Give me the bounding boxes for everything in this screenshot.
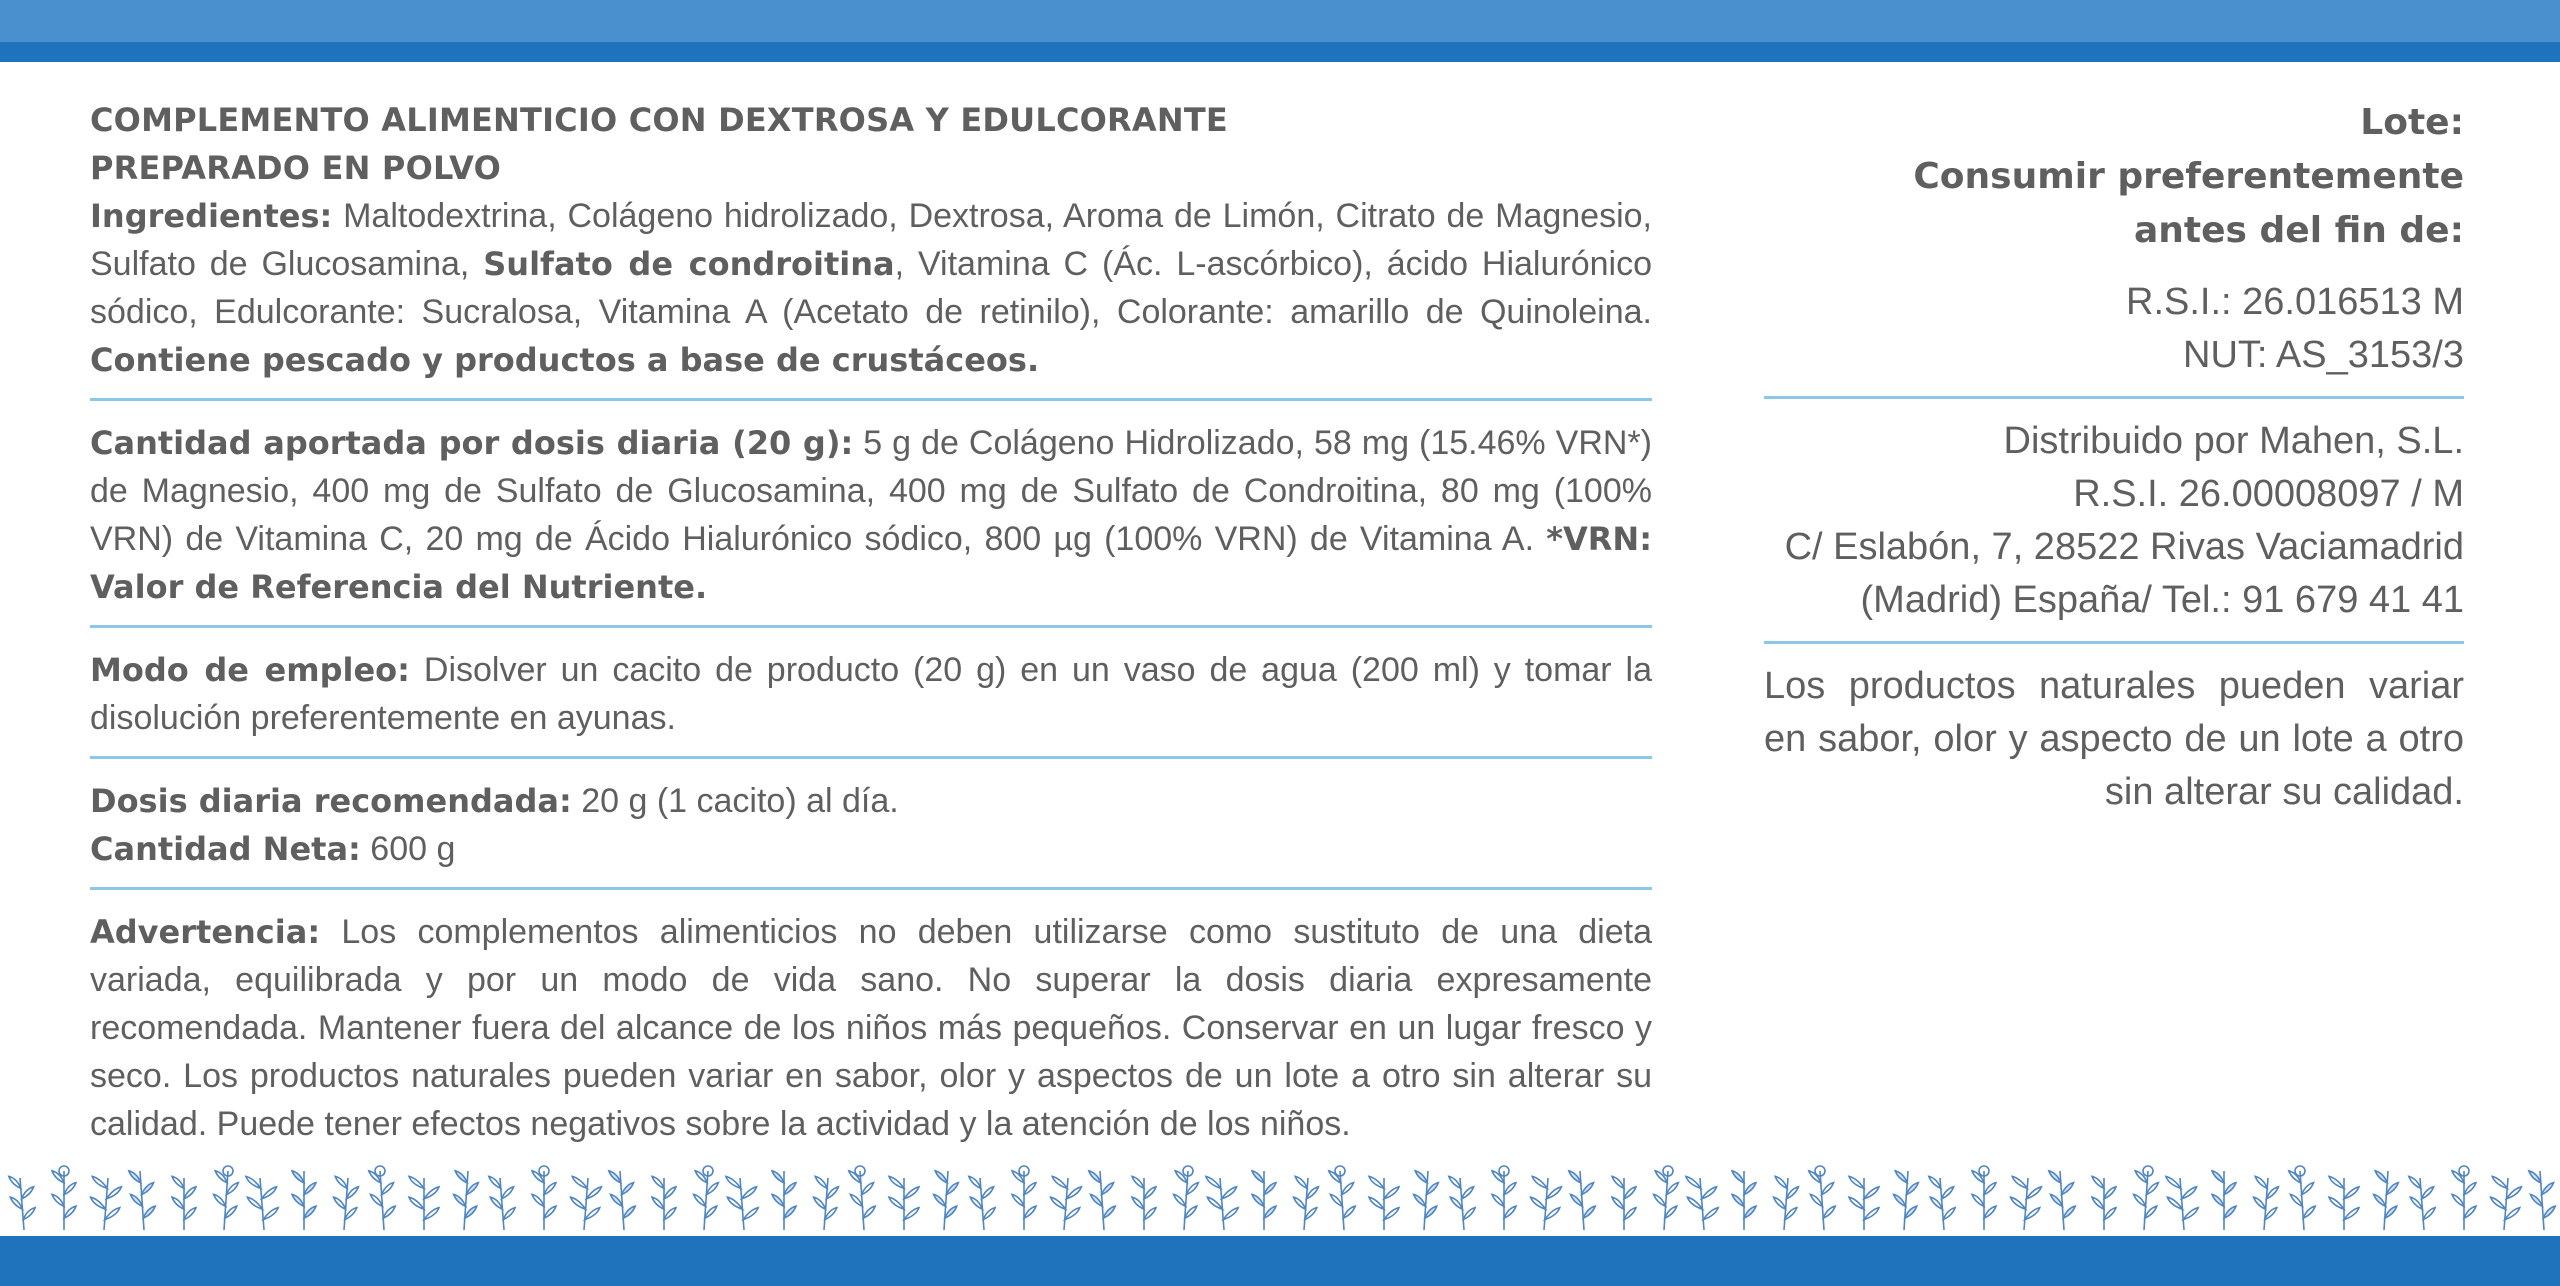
herb-sprig-icon — [2529, 1171, 2555, 1230]
ingredients-paragraph — [90, 192, 1652, 384]
nut-number: NUT: AS_3153/3 — [2183, 334, 2464, 376]
ingredients-bold-1: Sulfato de condroitina — [483, 245, 895, 283]
herb-sprig-icon — [1174, 1166, 1199, 1230]
herb-sprig-icon — [246, 1176, 278, 1230]
warning-paragraph — [90, 908, 1652, 1148]
net-quantity-line — [90, 825, 1652, 873]
divider — [90, 887, 1652, 890]
allergen-warning: Contiene pescado y productos a base de crustáceos. — [90, 341, 1040, 379]
variation-disclaimer: Los productos naturales pueden variar en sabor, olor y aspecto de un lote a otro sin alterar su calidad. — [1764, 665, 2464, 813]
warning-text: Los complementos alimenticios no deben utilizarse como sustituto de una dieta variada, equilibrada y por un modo de vida sano. No superar la dosis diaria expresamente recomendada. Mantener fuera del alcance de los niños más pequeños. Conservar en un lugar fresco y seco. Los productos naturales pueden variar en sabor, olor y aspectos de un lote a otro sin alterar su calidad. Puede tener efectos negativos sobre la actividad y la atención de los niños. — [90, 913, 1652, 1143]
herb-sprig-icon — [2049, 1171, 2075, 1230]
herb-sprig-icon — [849, 1166, 875, 1230]
divider — [1764, 641, 2464, 644]
herb-sprig-icon — [409, 1176, 439, 1230]
herb-sprig-icon — [1612, 1176, 1636, 1230]
herb-sprig-icon — [726, 1176, 758, 1230]
herb-sprig-icon — [1809, 1166, 1835, 1230]
best-before-label-2: antes del fin de: — [2134, 210, 2464, 251]
divider — [1764, 396, 2464, 399]
herb-sprig-icon — [2491, 1176, 2522, 1230]
best-before-label-1: Consumir preferentemente — [1913, 156, 2464, 197]
usage-text: Disolver un cacito de producto (20 g) en un vaso de agua (200 ml) y tomar la disolución preferentemente en ayunas. — [90, 651, 1653, 737]
herb-sprig-icon — [652, 1176, 676, 1230]
daily-amount-paragraph — [90, 419, 1652, 611]
herb-sprig-icon — [1294, 1176, 1319, 1230]
herb-sprig-icon — [91, 1176, 122, 1230]
herb-sprig-icon — [2409, 1176, 2435, 1230]
herb-sprig-icon — [1206, 1176, 1238, 1230]
herb-sprig-icon — [172, 1176, 196, 1230]
vrn-note: *VRN: Valor de Referencia del Nutriente. — [90, 520, 1652, 606]
herbal-illustration-border — [0, 1160, 2560, 1232]
product-title-line2: PREPARADO EN POLVO — [90, 149, 501, 187]
top-color-band-dark — [0, 42, 2560, 62]
herb-sprig-icon — [1089, 1171, 1115, 1230]
label-main-column — [90, 96, 1652, 1148]
herb-sprig-icon — [1654, 1166, 1679, 1230]
herb-sprig-icon — [2254, 1176, 2279, 1230]
herb-sprig-icon — [1569, 1171, 1595, 1230]
divider — [90, 625, 1652, 628]
top-color-band — [0, 0, 2560, 42]
herb-sprig-icon — [334, 1176, 359, 1230]
herb-sprig-icon — [571, 1176, 602, 1230]
herb-sprig-icon — [934, 1171, 959, 1230]
usage-label: Modo de empleo: — [90, 651, 410, 689]
dose-label: Dosis diaria recomendada: — [90, 782, 572, 820]
herb-sprig-icon — [889, 1176, 919, 1230]
label-side-column — [1764, 96, 2464, 819]
herb-sprig-icon — [2166, 1176, 2198, 1230]
herb-sprig-icon — [609, 1171, 635, 1230]
herb-sprig-icon — [2329, 1176, 2359, 1230]
herb-sprig-icon — [1369, 1176, 1399, 1230]
distributor-address: C/ Eslabón, 7, 28522 Rivas Vaciamadrid — [1784, 526, 2464, 568]
herb-sprig-icon — [1929, 1176, 1955, 1230]
herb-sprig-icon — [1894, 1171, 1919, 1230]
ingredients-text-1: Maltodextrina, Colágeno hidrolizado, Dextrosa, Aroma de Limón, Citrato de Magnesio, Sulfato de Glucosamina, — [90, 197, 1652, 283]
herb-sprig-icon — [1774, 1176, 1799, 1230]
herb-sprig-icon — [1492, 1166, 1516, 1230]
distributor-line-2: R.S.I. 26.00008097 / M — [2073, 473, 2464, 515]
herb-sprig-icon — [1686, 1176, 1718, 1230]
herb-sprig-icon — [2212, 1171, 2236, 1230]
ingredients-label: Ingredientes: — [90, 197, 333, 235]
herb-sprig-icon — [2011, 1176, 2042, 1230]
herb-sprig-icon — [52, 1166, 76, 1230]
herb-sprig-icon — [2134, 1166, 2159, 1230]
herb-sprig-icon — [532, 1166, 556, 1230]
herb-sprig-icon — [1414, 1171, 1439, 1230]
herb-sprig-icon — [1012, 1166, 1036, 1230]
divider — [90, 756, 1652, 759]
herb-sprig-icon — [1051, 1176, 1082, 1230]
herb-sprig-icon — [1132, 1176, 1156, 1230]
herb-sprig-icon — [814, 1176, 839, 1230]
herb-sprig-icon — [454, 1171, 479, 1230]
herb-sprig-icon — [129, 1171, 155, 1230]
divider — [90, 398, 1652, 401]
herb-sprig-icon — [2452, 1166, 2476, 1230]
herb-sprig-icon — [772, 1171, 796, 1230]
dose-text: 20 g (1 cacito) al día. — [571, 782, 899, 820]
dose-line — [90, 777, 1652, 825]
lot-label: Lote: — [2360, 102, 2464, 143]
ingredients-text-2: , Vitamina C (Ác. L-ascórbico), ácido Hialurónico sódico, Edulcorante: Sucralosa, Vitamina A (Acetato de retinilo), Colorante: amarillo de Quinoleina. — [90, 245, 1653, 331]
product-title-line1: COMPLEMENTO ALIMENTICIO CON DEXTROSA Y EDULCORANTE — [90, 101, 1228, 139]
dose-paragraph — [90, 777, 1652, 873]
warning-label: Advertencia: — [90, 913, 321, 951]
herb-sprig-icon — [2092, 1176, 2116, 1230]
product-title — [90, 96, 1652, 192]
herb-sprig-icon — [2374, 1171, 2399, 1230]
distributor-line-1: Distribuido por Mahen, S.L. — [2003, 420, 2464, 462]
herb-sprig-icon — [694, 1166, 719, 1230]
herb-sprig-icon — [1849, 1176, 1879, 1230]
herb-sprig-icon — [1972, 1166, 1996, 1230]
bottom-color-band — [0, 1236, 2560, 1286]
daily-amount-label: Cantidad aportada por dosis diaria (20 g): — [90, 424, 854, 462]
net-quantity-text: 600 g — [360, 830, 456, 868]
net-quantity-label: Cantidad Neta: — [90, 830, 361, 868]
herb-sprig-icon — [369, 1166, 395, 1230]
herb-sprig-icon — [969, 1176, 995, 1230]
usage-paragraph — [90, 646, 1652, 742]
herb-sprig-icon — [214, 1166, 239, 1230]
herb-sprig-icon — [1732, 1171, 1756, 1230]
herb-sprig-icon — [2289, 1166, 2315, 1230]
herb-sprig-icon — [292, 1171, 316, 1230]
rsi-number: R.S.I.: 26.016513 M — [2126, 281, 2464, 323]
herb-sprig-icon — [1329, 1166, 1355, 1230]
daily-amount-text: 5 g de Colágeno Hidrolizado, 58 mg (15.46% VRN*) de Magnesio, 400 mg de Sulfato de Glucosamina, 400 mg de Sulfato de Condroitina, 80 mg (100% VRN) de Vitamina C, 20 mg de Ácido Hialurónico sódico, 800 µg (100% VRN) de Vitamina A. — [90, 424, 1652, 558]
herb-sprig-icon — [1252, 1171, 1276, 1230]
herb-sprig-icon — [1449, 1176, 1475, 1230]
herb-sprig-icon — [489, 1176, 515, 1230]
herb-sprig-icon — [9, 1176, 35, 1230]
herb-sprig-icon — [1531, 1176, 1562, 1230]
distributor-contact: (Madrid) España/ Tel.: 91 679 41 41 — [1860, 579, 2464, 621]
